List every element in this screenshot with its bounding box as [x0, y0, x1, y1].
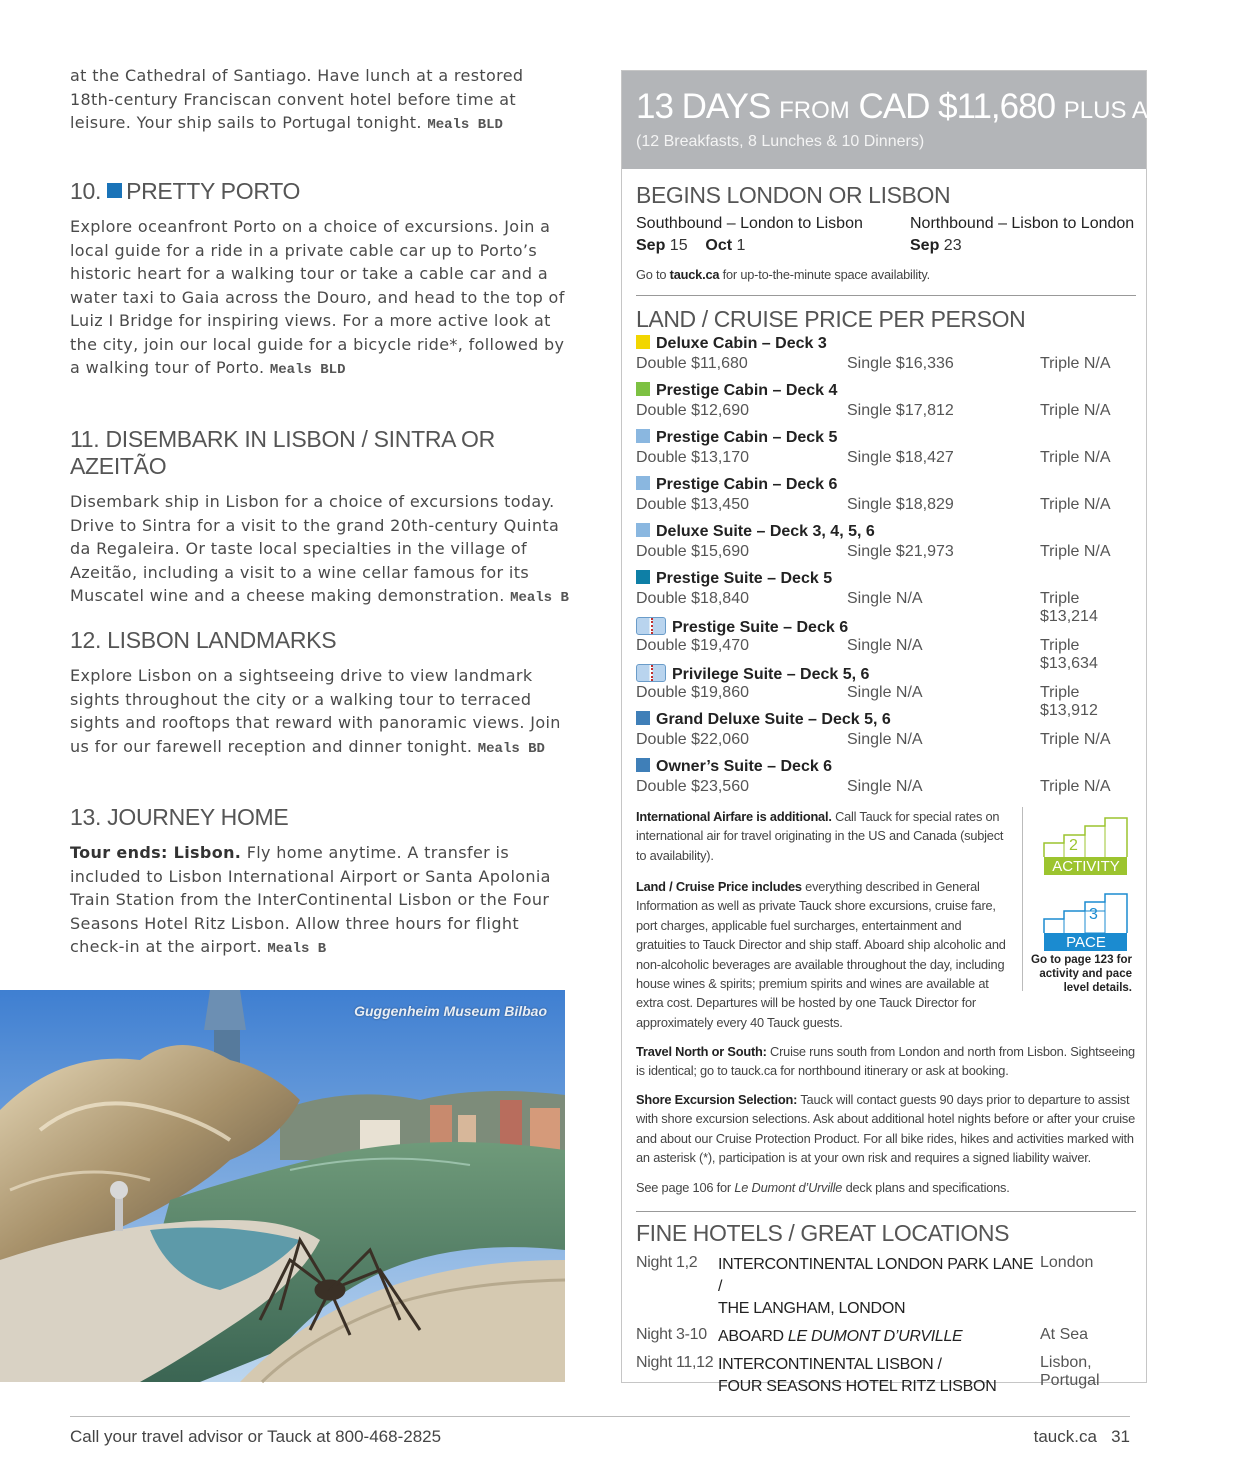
cabin-row [636, 711, 1136, 758]
double-price: Double $11,680 [636, 355, 748, 372]
tauck-link[interactable]: tauck.ca [669, 267, 720, 282]
footer-site[interactable]: tauck.ca [1033, 1427, 1097, 1446]
price-header [622, 71, 1235, 169]
cabin-color-icon [636, 617, 666, 635]
double-price: Double $23,560 [636, 778, 749, 795]
cabin-color-icon [636, 711, 650, 725]
cabin-row [636, 570, 1136, 625]
cabin-row [636, 664, 1136, 719]
hotels-title: FINE HOTELS / GREAT LOCATIONS [636, 1220, 1010, 1246]
cabin-row [636, 335, 1136, 382]
includes-note: Land / Cruise Price includes everything described in General Information as well as private Tauck shore excursions, cruise fare, port charges, applicable fuel surcharges, entertainment and gratuities to Tauck Director and ship staff. Aboard ship alcoholic and non-alcoholic beverages are available throughout the day, including house wines & spirits; premium spirits and wines are available at extra cost. Departures will be hosted by one Tauck Director for approximately every 40 Tauck guests. [636, 879, 1006, 1030]
availability-note: Go to tauck.ca for up-to-the-minute space availability. [636, 267, 930, 282]
cabin-name: Prestige Cabin – Deck 4 [656, 382, 838, 399]
triple-price: Triple N/A [1040, 355, 1111, 372]
day-11-text: Disembark ship in Lisbon for a choice of excursions today. Drive to Sintra for a visit to the grand 20th-century Quinta da Regaleira. Or taste local specialties in the village of Azeitão, including a visit to a wine cellar famous for its Muscatel wine and a cheese making demonstration. [70, 492, 560, 605]
double-price: Double $19,470 [636, 637, 749, 654]
cabin-color-icon [636, 664, 666, 682]
intro-text: at the Cathedral of Santiago. Have lunch at a restored 18th-century Franciscan convent hotel before time at leisure. Your ship sails to Portugal tonight. [70, 66, 524, 132]
triple-price: Triple N/A [1040, 496, 1111, 513]
airfare-note: International Airfare is additional. Call Tauck for special rates on international air for travel originating in the US and Canada (subject to availability). [636, 809, 1004, 863]
cabin-color-icon [636, 382, 650, 396]
day-11-title: 11. DISEMBARK IN LISBON / SINTRA OR AZEITÃO [70, 426, 495, 479]
page-number: 31 [1111, 1427, 1130, 1446]
day-11 [70, 426, 570, 611]
day-12-title: 12. LISBON LANDMARKS [70, 627, 337, 653]
single-price: Single N/A [847, 778, 923, 795]
travel-note: Travel North or South: Cruise runs south from London and north from Lisbon. Sightseeing is identical; go to tauck.ca for northbound itinerary or ask at booking. [636, 1044, 1135, 1079]
triple-price: Triple N/A [1040, 543, 1111, 560]
begins-title: BEGINS LONDON OR LISBON [636, 182, 951, 208]
cabin-name: Privilege Suite – Deck 5, 6 [672, 666, 870, 683]
hotel-row: Night 1,2 INTERCONTINENTAL LONDON PARK LANE / THE LANGHAM, LONDON London [636, 1254, 1094, 1317]
divider [636, 1211, 1136, 1212]
day-13 [70, 804, 570, 962]
hotel-list [636, 1254, 1141, 1404]
cabin-color-icon [636, 758, 650, 772]
day-13-lead: Tour ends: Lisbon. [70, 843, 242, 862]
cabin-name: Prestige Cabin – Deck 5 [656, 429, 838, 446]
day-12 [70, 627, 570, 761]
triple-price: Triple N/A [1040, 402, 1111, 419]
level-note: Go to page 123 for activity and pace level details. [1031, 954, 1132, 994]
day-10-title: 10. PRETTY PORTO [70, 178, 301, 204]
meals-label: Meals B [267, 941, 327, 957]
cabin-color-icon [636, 429, 650, 443]
cabin-row [636, 429, 1136, 476]
single-price: Single $17,812 [847, 402, 954, 419]
page-footer [70, 1416, 1130, 1447]
single-price: Single $18,427 [847, 449, 954, 466]
price-box [621, 70, 1235, 1395]
double-price: Double $15,690 [636, 543, 749, 560]
meals-count: (12 Breakfasts, 8 Lunches & 10 Dinners) [636, 133, 925, 150]
cabin-row [636, 758, 1136, 805]
double-price: Double $12,690 [636, 402, 749, 419]
double-price: Double $18,840 [636, 590, 749, 607]
cabin-row [636, 523, 1136, 570]
day-13-text: Fly home anytime. A transfer is included to Lisbon International Airport or Santa Apolonia Train Station from the InterContinental Lisbon or the Four Seasons Hotel Ritz Lisbon. Allow three hours for flight check-in at the airport. [70, 843, 551, 956]
cabin-row [636, 382, 1136, 429]
triple-price: Triple N/A [1040, 778, 1111, 795]
intro-paragraph [70, 64, 570, 138]
cabin-row [636, 617, 1136, 672]
deck-plan-note: See page 106 for Le Dumont d’Urville deck plans and specifications. [636, 1180, 1010, 1195]
triple-price: Triple N/A [1040, 731, 1111, 748]
triple-price: Triple N/A [1040, 449, 1111, 466]
cabin-name: Prestige Suite – Deck 5 [656, 570, 833, 587]
hotel-row: Night 11,12 INTERCONTINENTAL LISBON / FOUR SEASONS HOTEL RITZ LISBON Lisbon, Portugal [636, 1354, 1100, 1395]
pace-level-icon: 3 PACE [1043, 893, 1129, 949]
divider [636, 295, 1136, 296]
meals-label: Meals B [510, 590, 569, 606]
price-title: LAND / CRUISE PRICE PER PERSON [636, 306, 1026, 332]
price-headline: 13 DAYS FROM CAD $11,680 PLUS AIRFARE [636, 87, 1235, 126]
shore-excursion-note: Shore Excursion Selection: Tauck will contact guests 90 days prior to departure to assist with shore excursion selections. Ask about additional hotel nights before or after your cruise and about our Cruise Protection Product. For all bike rides, hikes and activities marked with an asterisk (*), participation is at your own risk and requires a signed liability waiver. [636, 1092, 1136, 1166]
southbound-label: Southbound – London to Lisbon [636, 215, 863, 232]
day-12-text: Explore Lisbon on a sightseeing drive to view landmark sights throughout the city or a walking tour to terraced sights and rooftops that reward with panoramic views. Join us for our farewell reception and dinner tonight. [70, 666, 561, 756]
photo-caption: Guggenheim Museum Bilbao [354, 1003, 547, 1019]
double-price: Double $22,060 [636, 731, 749, 748]
cabin-name: Prestige Suite – Deck 6 [672, 619, 849, 636]
double-price: Double $13,170 [636, 449, 749, 466]
single-price: Single N/A [847, 684, 923, 701]
day-13-title: 13. JOURNEY HOME [70, 804, 289, 830]
begins-section [636, 182, 1136, 284]
single-price: Single N/A [847, 731, 923, 748]
footer-phone: Call your travel advisor or Tauck at 800-468-2825 [70, 1427, 442, 1446]
divider [1022, 807, 1023, 991]
cabin-name: Deluxe Suite – Deck 3, 4, 5, 6 [656, 523, 875, 540]
single-price: Single N/A [847, 590, 923, 607]
guggenheim-photo [0, 990, 565, 1382]
square-icon [107, 183, 122, 198]
single-price: Single N/A [847, 637, 923, 654]
cabin-name: Owner’s Suite – Deck 6 [656, 758, 833, 775]
meals-label: Meals BLD [269, 362, 346, 378]
day-10 [70, 178, 570, 383]
meals-label: Meals BLD [427, 117, 503, 133]
cabin-color-icon [636, 335, 650, 349]
single-price: Single $21,973 [847, 543, 954, 560]
single-price: Single $16,336 [847, 355, 954, 372]
cabin-name: Grand Deluxe Suite – Deck 5, 6 [656, 711, 891, 728]
cabin-row [636, 476, 1136, 523]
cabin-color-icon [636, 523, 650, 537]
activity-level-icon: 2 ACTIVITY [1043, 817, 1129, 873]
southbound-dates: Sep 15 Oct 1 [636, 237, 746, 254]
double-price: Double $19,860 [636, 684, 749, 701]
day-10-text: Explore oceanfront Porto on a choice of excursions. Join a local guide for a ride in a private cable car up to Porto’s historic heart for a walking tour or take a cable car and a water taxi to Gaia across the Douro, and head to the top of Luiz I Bridge for inspiring views. For a more active look at the city, join our local guide for a bicycle ride*, followed by a walking tour of Porto. [70, 217, 565, 377]
meals-label: Meals BD [477, 740, 545, 757]
northbound-dates: Sep 23 [910, 237, 962, 254]
single-price: Single $18,829 [847, 496, 954, 513]
cabin-name: Deluxe Cabin – Deck 3 [656, 335, 827, 352]
triple-price: Triple $13,214 [1040, 590, 1098, 625]
cabin-name: Prestige Cabin – Deck 6 [656, 476, 838, 493]
cabin-color-icon [636, 476, 650, 490]
double-price: Double $13,450 [636, 496, 749, 513]
triple-price: Triple $13,912 [1040, 684, 1098, 719]
triple-price: Triple $13,634 [1040, 637, 1098, 672]
cabin-color-icon [636, 570, 650, 584]
hotel-row: Night 3-10 ABOARD LE DUMONT D’URVILLE At Sea [636, 1326, 1089, 1345]
northbound-label: Northbound – Lisbon to London [910, 215, 1135, 232]
